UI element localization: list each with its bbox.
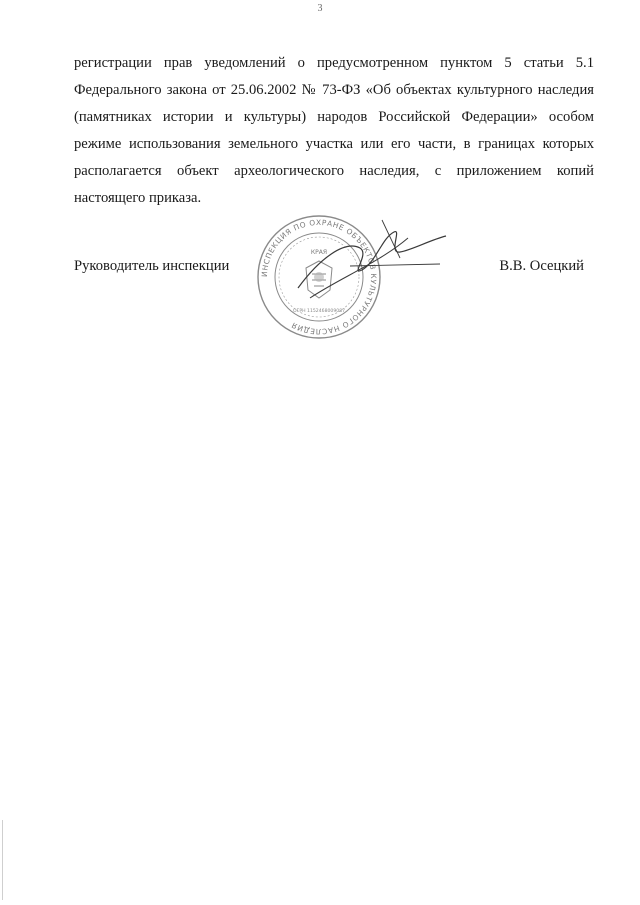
seal-inner-text: КРАЯ <box>310 249 328 256</box>
body-line: (памятниках истории и культуры) народов Российской Федерации» особом <box>74 109 594 125</box>
body-line: регистрации прав уведомлений о предусмотренном пунктом 5 статьи 5.1 <box>74 55 594 71</box>
body-line: Федерального закона от 25.06.2002 № 73-ФЗ «Об объектах культурного наследия <box>74 82 594 98</box>
signer-name: В.В. Осецкий <box>499 258 584 274</box>
body-line: настоящего приказа. <box>74 190 202 206</box>
body-line: располагается объект археологического наследия, с приложением копий <box>74 163 594 179</box>
signer-title: Руководитель инспекции <box>74 258 230 274</box>
handwritten-signature-icon <box>290 218 450 308</box>
body-text <box>74 50 594 212</box>
seal-outer-text: ИНСПЕКЦИЯ ПО ОХРАНЕ ОБЪЕКТОВ КУЛЬТУРНОГО НАСЛЕДИЯ <box>259 217 379 337</box>
body-line: режиме использования земельного участка или его части, в границах которых <box>74 136 594 152</box>
seal-ogrn: ОГРН 1152468009087 <box>292 309 346 314</box>
page-number: 3 <box>317 3 323 14</box>
scan-edge-mark <box>2 820 3 900</box>
